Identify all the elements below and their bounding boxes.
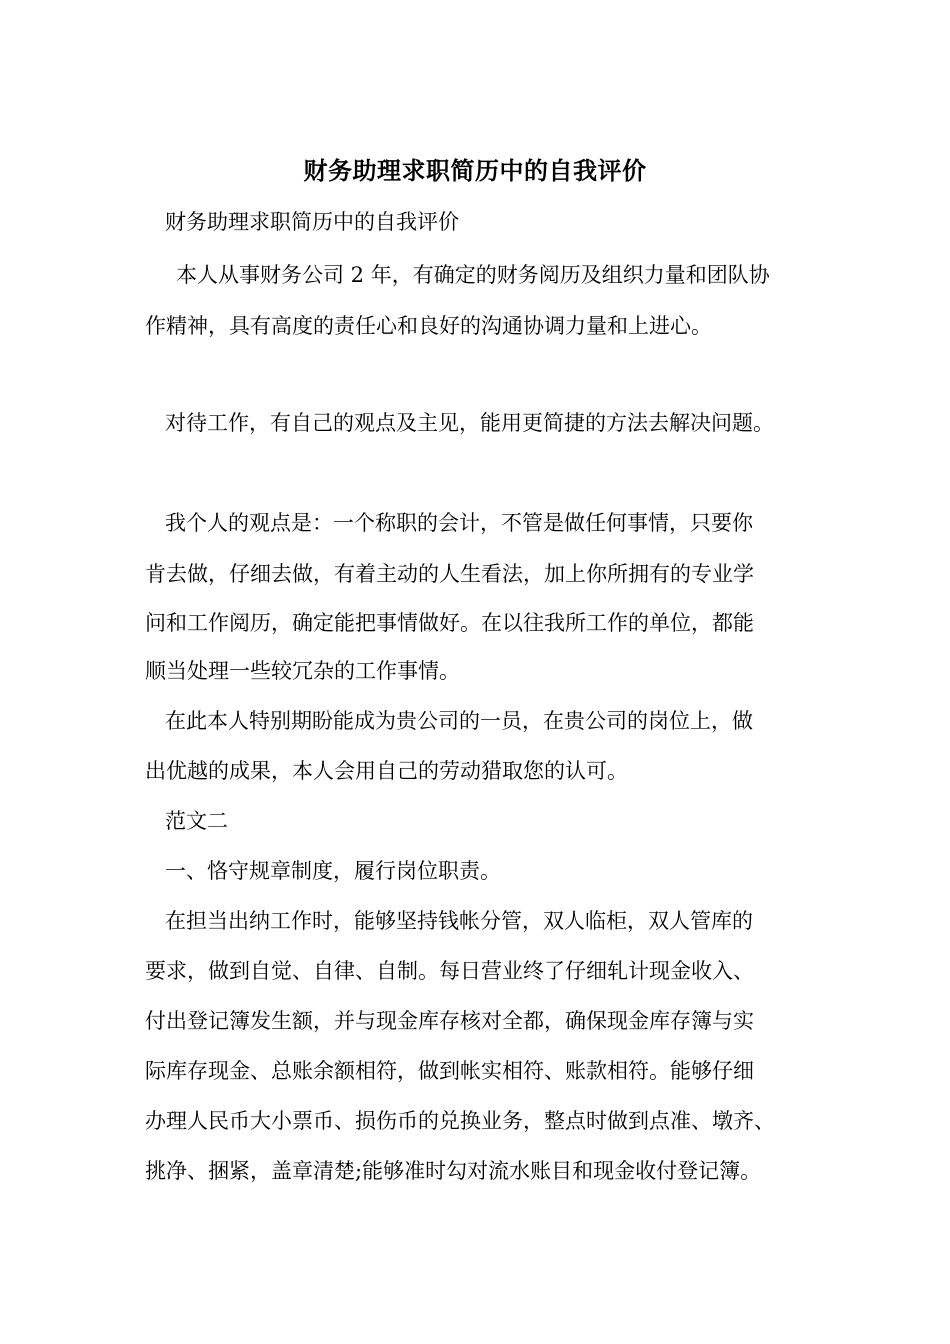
paragraph-4-line-2: 出优越的成果，本人会用自己的劳动猎取您的认可。 xyxy=(145,759,628,783)
paragraph-2-line-1: 对待工作，有自己的观点及主见，能用更简捷的方法去解决问题。 xyxy=(165,411,774,435)
document-title: 财务助理求职简历中的自我评价 xyxy=(303,156,647,185)
paragraph-3-line-2: 肯去做，仔细去做，有着主动的人生看法，加上你所拥有的专业学 xyxy=(145,562,754,586)
paragraph-5-line-3: 付出登记簿发生额，并与现金库存核对全都，确保现金库存簿与实 xyxy=(145,1009,754,1033)
paragraph-4-line-1: 在此本人特别期盼能成为贵公司的一员，在贵公司的岗位上，做 xyxy=(165,709,753,733)
paragraph-1-line-2: 作精神，具有高度的责任心和良好的沟通协调力量和上进心。 xyxy=(145,314,712,338)
subtitle-line: 财务助理求职简历中的自我评价 xyxy=(165,210,459,234)
section-heading-example-2: 范文二 xyxy=(165,809,228,833)
paragraph-3-line-1: 我个人的观点是：一个称职的会计，不管是做任何事情，只要你 xyxy=(165,511,753,535)
paragraph-3-line-3: 问和工作阅历，确定能把事情做好。在以往我所工作的单位，都能 xyxy=(145,611,754,635)
paragraph-5-line-5: 办理人民币大小票币、损伤币的兑换业务，整点时做到点准、墩齐、 xyxy=(145,1109,775,1133)
paragraph-5-line-4: 际库存现金、总账余额相符，做到帐实相符、账款相符。能够仔细 xyxy=(145,1059,754,1083)
paragraph-5-line-1: 在担当出纳工作时，能够坚持钱帐分管，双人临柜，双人管库的 xyxy=(165,909,753,933)
paragraph-3-line-4: 顺当处理一些较冗杂的工作事情。 xyxy=(145,659,460,683)
paragraph-5-line-6: 挑净、捆紧，盖章清楚;能够准时勾对流水账目和现金收付登记簿。 xyxy=(145,1159,762,1183)
paragraph-1-line-1: 本人从事财务公司 2 年，有确定的财务阅历及组织力量和团队协 xyxy=(176,263,770,287)
paragraph-5-line-2: 要求，做到自觉、自律、自制。每日营业终了仔细轧计现金收入、 xyxy=(145,959,754,983)
section-heading-1: 一、恪守规章制度，履行岗位职责。 xyxy=(165,859,501,883)
